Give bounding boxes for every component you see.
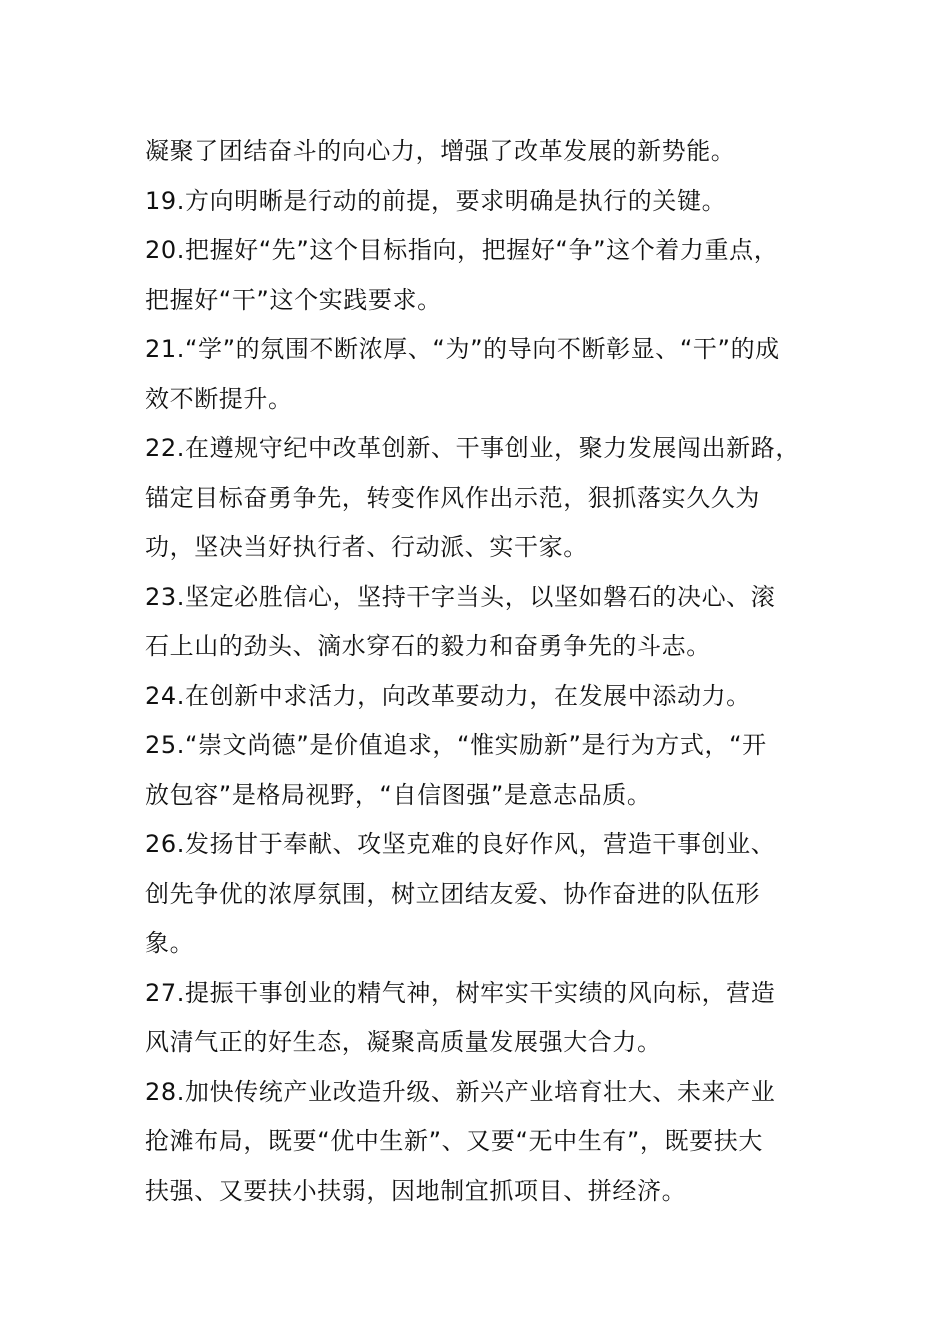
text-line: 27.提振干事创业的精气神，树牢实干实绩的风向标，营造 [145,978,776,1007]
text-line: 28.加快传统产业改造升级、新兴产业培育壮大、未来产业 [145,1077,776,1106]
text-line: 20.把握好“先”这个目标指向，把握好“争”这个着力重点， [145,236,779,264]
text-line: 25.“崇文尚德”是价值追求，“惟实励新”是行为方式，“开 [145,731,767,759]
text-line: 23.坚定必胜信心，坚持干字当头，以坚如磐石的决心、滚 [145,582,776,611]
text-line: 抢滩布局，既要“优中生新”、又要“无中生有”，既要扶大 [145,1127,763,1155]
text-line: 石上山的劲头、滴水穿石的毅力和奋勇争先的斗志。 [145,632,711,660]
text-line: 效不断提升。 [145,384,293,413]
text-line: 把握好“干”这个实践要求。 [145,285,442,314]
text-line: 26.发扬甘于奉献、攻坚克难的良好作风，营造干事创业、 [145,830,776,858]
text-line: 象。 [145,929,195,957]
text-line: 创先争优的浓厚氛围，树立团结友爱、协作奋进的队伍形 [145,879,760,908]
text-line: 扶强、又要扶小扶弱，因地制宜抓项目、拼经济。 [145,1176,687,1205]
text-line: 风清气正的好生态，凝聚高质量发展强大合力。 [145,1028,662,1056]
text-line: 24.在创新中求活力，向改革要动力，在发展中添动力。 [145,681,751,710]
text-line: 19.方向明晰是行动的前提，要求明确是执行的关键。 [145,186,727,215]
text-line: 22.在遵规守纪中改革创新、干事创业，聚力发展闯出新路， [145,434,800,462]
text-line: 凝聚了团结奋斗的向心力，增强了改革发展的新势能。 [145,137,736,165]
text-line: 功，坚决当好执行者、行动派、实干家。 [145,533,588,561]
text-line: 21.“学”的氛围不断浓厚、“为”的导向不断彰显、“干”的成 [145,335,780,363]
document-body [145,127,845,1216]
text-line: 锚定目标奋勇争先，转变作风作出示范，狠抓落实久久为 [145,483,760,512]
text-line: 放包容”是格局视野，“自信图强”是意志品质。 [145,780,652,809]
